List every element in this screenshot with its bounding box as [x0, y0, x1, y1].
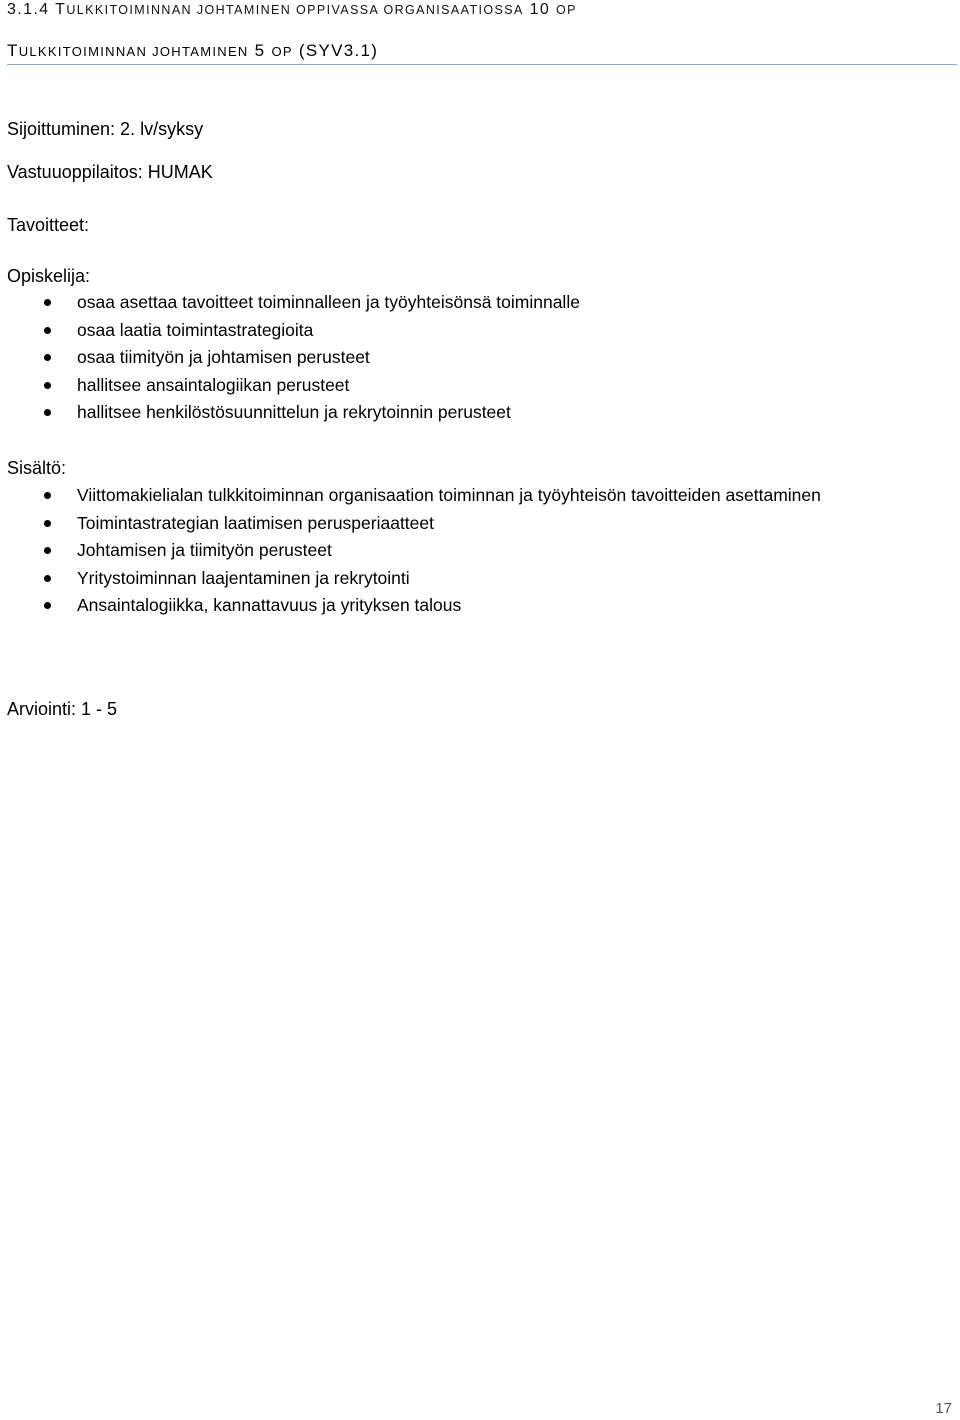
list-item: [0, 317, 580, 345]
bullet-icon: [44, 520, 51, 527]
list-item-text: osaa tiimityön ja johtamisen perusteet: [77, 347, 370, 367]
list-item: [0, 565, 821, 593]
course-heading-initial: T: [7, 41, 19, 60]
vastuuoppilaitos-text: Vastuuoppilaitos: HUMAK: [7, 162, 213, 182]
bullet-icon: [44, 547, 51, 554]
list-item-text: Toimintastrategian laatimisen perusperiaatteet: [77, 512, 434, 533]
opiskelija-label: Opiskelija:: [7, 266, 91, 286]
tavoitteet-label: Tavoitteet:: [7, 215, 90, 235]
bullet-icon: [44, 492, 51, 499]
list-item: [0, 592, 821, 620]
list-item: [0, 289, 580, 317]
list-item-text: hallitsee henkilöstösuunnittelun ja rekrytoinnin perusteet: [77, 402, 511, 422]
list-item-text: Ansaintalogiikka, kannattavuus ja yrityksen talous: [77, 595, 462, 615]
list-item-text: osaa asettaa tavoitteet toiminnalleen ja työyhteisönsä toiminnalle: [77, 292, 580, 312]
heading-credits-unit: OP: [556, 3, 577, 17]
sisalto-list: [0, 482, 821, 620]
sijoittuminen-text: Sijoittuminen: 2. lv/syksy: [7, 119, 204, 139]
bullet-icon: [44, 327, 51, 334]
list-item: [0, 482, 821, 510]
arviointi-text: Arviointi: 1 - 5: [7, 699, 118, 719]
sisalto-label: Sisältö:: [7, 458, 67, 478]
section-heading-3-1-4: [7, 0, 577, 20]
bullet-icon: [44, 409, 51, 416]
heading-underline: [7, 64, 957, 65]
heading-title: ULKKITOIMINNAN JOHTAMINEN OPPIVASSA ORGANISAATIOSSA: [66, 3, 524, 17]
page-number: 17: [935, 1400, 952, 1417]
list-item: [0, 344, 580, 372]
tavoitteet-list: [0, 289, 580, 427]
list-item: [0, 537, 821, 565]
heading-credits-number: 10: [529, 1, 551, 18]
course-heading-title: ULKKITOIMINNAN JOHTAMINEN: [18, 44, 249, 59]
list-item-text: Johtamisen ja tiimityön perusteet: [77, 540, 332, 560]
bullet-icon: [44, 299, 51, 306]
bullet-icon: [44, 382, 51, 389]
bullet-icon: [44, 354, 51, 361]
list-item: [0, 372, 580, 400]
course-heading-credits-number: 5: [254, 41, 266, 60]
heading-number: 3.1.4: [7, 1, 50, 18]
list-item: [0, 510, 821, 538]
course-heading-credits-unit: OP: [271, 44, 293, 59]
heading-initial: T: [55, 1, 67, 18]
course-heading-code: (SYV3.1): [298, 41, 379, 60]
bullet-icon: [44, 575, 51, 582]
list-item-text: osaa laatia toimintastrategioita: [77, 319, 314, 340]
list-item-text: hallitsee ansaintalogiikan perusteet: [77, 374, 350, 395]
course-heading: [7, 40, 378, 63]
list-item-text: Viittomakielialan tulkkitoiminnan organisaation toiminnan ja työyhteisön tavoitteiden asettaminen: [77, 485, 821, 505]
list-item-text: Yritystoiminnan laajentaminen ja rekrytointi: [77, 567, 410, 588]
bullet-icon: [44, 602, 51, 609]
list-item: [0, 399, 580, 427]
